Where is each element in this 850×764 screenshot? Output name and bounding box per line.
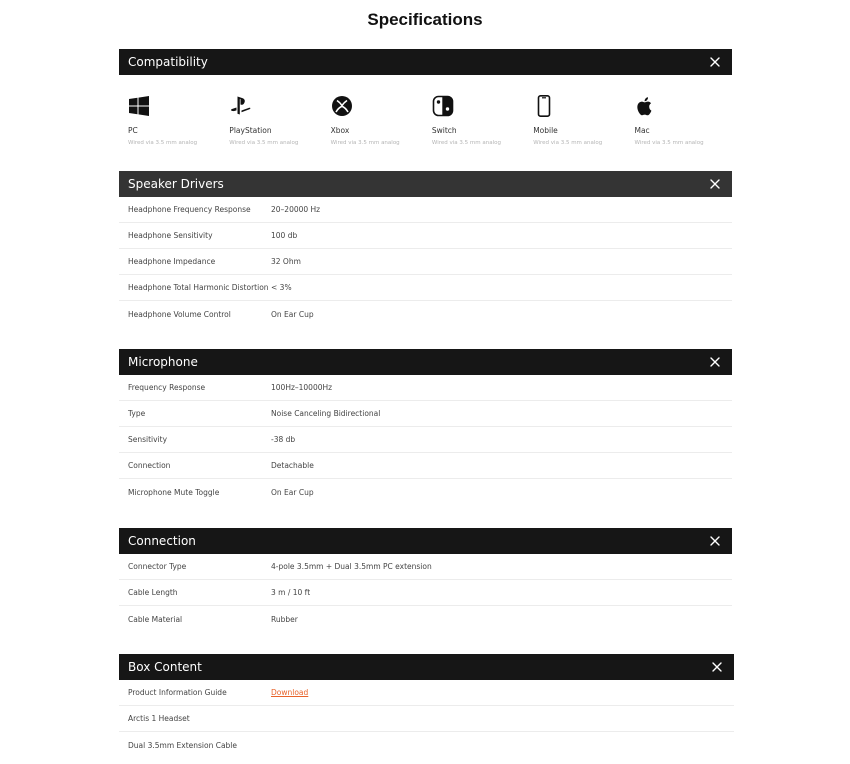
row-value: 4-pole 3.5mm + Dual 3.5mm PC extension [271, 562, 432, 571]
speaker-drivers-table [119, 197, 732, 327]
row-value: 100Hz–10000Hz [271, 383, 333, 392]
box-content-title: Box Content [128, 660, 202, 674]
platform-note: Wired via 3.5 mm analog [128, 140, 198, 146]
table-row [119, 732, 734, 758]
row-value: 32 Ohm [271, 257, 301, 266]
compatibility-header[interactable] [119, 49, 732, 75]
connection-table [119, 554, 732, 632]
row-value: 20–20000 Hz [271, 205, 321, 214]
row-label: Microphone Mute Toggle [128, 487, 220, 497]
apple-icon [634, 95, 726, 117]
table-row [119, 706, 734, 732]
row-value: Detachable [271, 461, 314, 470]
row-value: < 3% [271, 283, 292, 292]
platform-name: Mac [634, 126, 650, 135]
row-label: Sensitivity [128, 435, 168, 444]
platform-xbox [322, 95, 423, 155]
microphone-section [119, 349, 732, 505]
platform-pc [119, 95, 220, 155]
microphone-header[interactable] [119, 349, 732, 375]
table-row [119, 606, 732, 632]
table-row [119, 223, 732, 249]
platform-note: Wired via 3.5 mm analog [533, 140, 603, 146]
table-row [119, 275, 732, 301]
table-row [119, 249, 732, 275]
row-label: Dual 3.5mm Extension Cable [128, 740, 238, 750]
platform-note: Wired via 3.5 mm analog [431, 140, 501, 146]
microphone-title: Microphone [128, 355, 198, 369]
platform-name: PlayStation [229, 126, 272, 135]
row-label: Arctis 1 Headset [128, 714, 190, 723]
compatibility-section [119, 49, 732, 155]
row-value: 100 db [271, 231, 298, 240]
platform-switch [423, 95, 524, 155]
windows-icon [128, 95, 220, 117]
row-label: Product Information Guide [128, 688, 227, 697]
table-row [119, 554, 732, 580]
platform-mobile [524, 95, 625, 155]
row-label: Headphone Impedance [128, 257, 216, 266]
row-value: 3 m / 10 ft [271, 588, 311, 597]
row-label: Headphone Frequency Response [128, 205, 251, 214]
speaker-drivers-section [119, 171, 732, 327]
table-row [119, 453, 732, 479]
switch-icon [432, 95, 524, 117]
speaker-drivers-header[interactable] [119, 171, 732, 197]
xbox-icon [331, 95, 423, 117]
microphone-table [119, 375, 732, 505]
page-title: Specifications [367, 10, 483, 29]
close-icon[interactable] [710, 660, 724, 674]
row-value: -38 db [271, 435, 296, 444]
platform-mac [625, 95, 726, 155]
connection-header[interactable] [119, 528, 732, 554]
table-row [119, 479, 732, 505]
row-label: Cable Length [128, 588, 178, 597]
row-value: Noise Canceling Bidirectional [271, 409, 381, 418]
platform-name: Switch [431, 126, 457, 135]
row-label: Headphone Sensitivity [128, 231, 213, 240]
table-row [119, 427, 732, 453]
box-content-table [119, 680, 734, 758]
table-row [119, 197, 732, 223]
table-row [119, 375, 732, 401]
row-value: On Ear Cup [271, 487, 314, 497]
close-icon[interactable] [708, 55, 722, 69]
row-label: Cable Material [128, 614, 183, 624]
row-value: Rubber [271, 614, 298, 624]
close-icon[interactable] [708, 534, 722, 548]
close-icon[interactable] [708, 177, 722, 191]
box-content-header[interactable] [119, 654, 734, 680]
row-label: Headphone Total Harmonic Distortion [128, 283, 269, 292]
table-row [119, 680, 734, 706]
download-link[interactable]: Download [271, 688, 309, 697]
playstation-icon [229, 95, 321, 117]
compatibility-list [119, 75, 732, 155]
box-content-section [119, 654, 734, 758]
row-label: Frequency Response [128, 383, 206, 392]
row-label: Connector Type [128, 562, 187, 571]
row-value: On Ear Cup [271, 309, 314, 319]
platform-playstation [220, 95, 321, 155]
close-icon[interactable] [708, 355, 722, 369]
row-label: Connection [128, 461, 171, 470]
table-row [119, 580, 732, 606]
compatibility-title: Compatibility [128, 55, 208, 69]
platform-note: Wired via 3.5 mm analog [229, 140, 299, 146]
platform-name: Mobile [533, 126, 558, 135]
row-label: Type [128, 409, 146, 418]
table-row [119, 301, 732, 327]
speaker-drivers-title: Speaker Drivers [128, 177, 224, 191]
platform-name: PC [128, 126, 138, 135]
connection-section [119, 528, 732, 632]
platform-note: Wired via 3.5 mm analog [634, 140, 704, 146]
table-row [119, 401, 732, 427]
mobile-icon [533, 95, 625, 117]
connection-title: Connection [128, 534, 196, 548]
platform-note: Wired via 3.5 mm analog [330, 140, 400, 146]
platform-name: Xbox [330, 126, 350, 135]
row-label: Headphone Volume Control [128, 309, 231, 319]
